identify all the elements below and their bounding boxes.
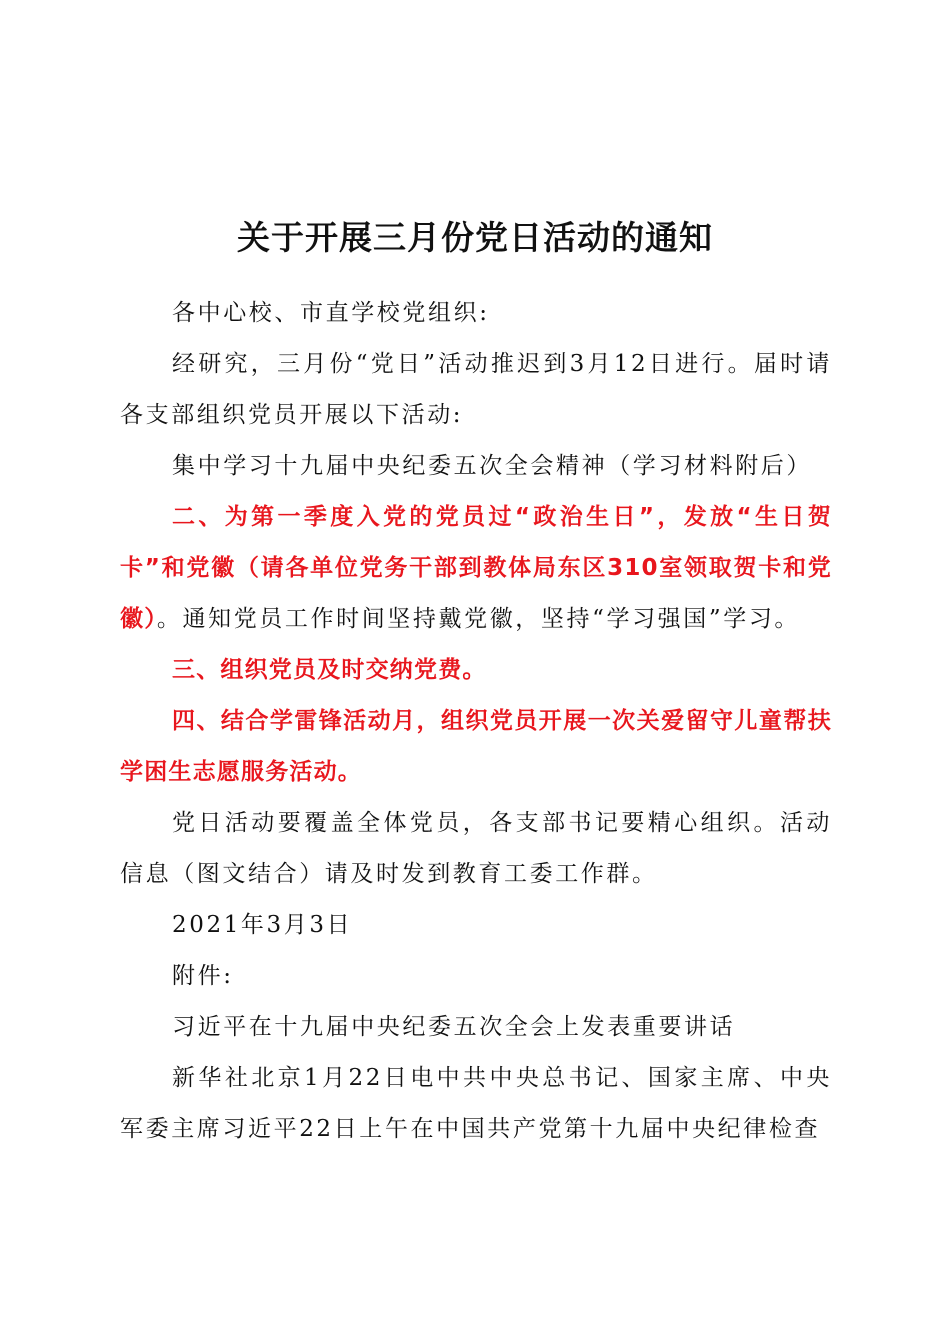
- item-four: 四、结合学雷锋活动月，组织党员开展一次关爱留守儿童帮扶学困生志愿服务活动。: [120, 708, 832, 785]
- item-three: 三、组织党员及时交纳党费。: [172, 657, 487, 683]
- attachment-label: 附件:: [172, 963, 234, 989]
- attachment-title: 习近平在十九届中央纪委五次全会上发表重要讲话: [172, 1014, 736, 1040]
- item-two-emphasis: 二、为第一季度入党的党员过“政治生日”，发放“生日贺卡”和党徽（请各单位党务干部到教体局东区310室领取贺卡和党徽）: [120, 504, 832, 632]
- item-two: [120, 492, 832, 645]
- document-date: 2021年3月3日: [172, 912, 353, 938]
- item-two-rest: 。通知党员工作时间坚持戴党徽，坚持“学习强国”学习。: [156, 606, 801, 632]
- attachment-body: 新华社北京1月22日电中共中央总书记、国家主席、中央军委主席习近平22日上午在中国共产党第十九届中央纪律检查: [120, 1065, 832, 1142]
- closing-paragraph: 党日活动要覆盖全体党员，各支部书记要精心组织。活动信息（图文结合）请及时发到教育工委工作群。: [120, 810, 832, 887]
- item-one: 集中学习十九届中央纪委五次全会精神（学习材料附后）: [172, 453, 812, 479]
- intro-paragraph: 经研究，三月份“党日”活动推迟到3月12日进行。届时请各支部组织党员开展以下活动:: [120, 351, 832, 428]
- document-body: [120, 288, 832, 1155]
- document-title: 关于开展三月份党日活动的通知: [237, 218, 713, 257]
- salutation: 各中心校、市直学校党组织:: [172, 300, 490, 326]
